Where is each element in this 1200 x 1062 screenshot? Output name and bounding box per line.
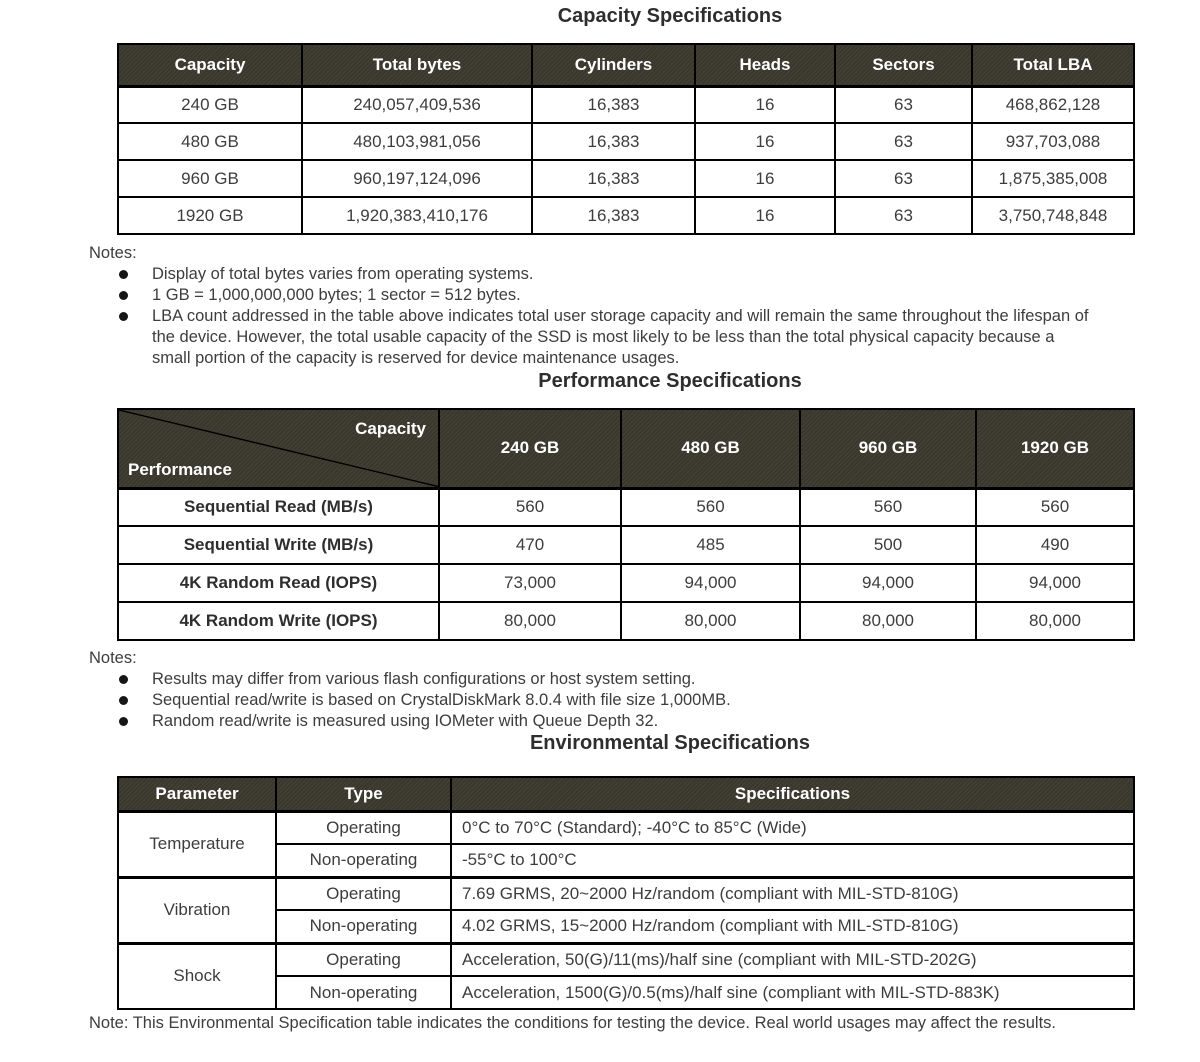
column-header-total-lba: Total LBA bbox=[972, 44, 1134, 86]
note-item bbox=[89, 711, 1109, 732]
type-cell: Non-operating bbox=[276, 910, 451, 943]
spec-cell: 0°C to 70°C (Standard); -40°C to 85°C (Wide) bbox=[451, 811, 1134, 844]
table-cell: 3,750,748,848 bbox=[972, 197, 1134, 234]
note-text: Results may differ from various flash configurations or host system setting. bbox=[152, 670, 696, 688]
bullet-icon bbox=[119, 711, 152, 732]
corner-label-capacity: Capacity bbox=[355, 419, 426, 438]
table-cell: 94,000 bbox=[800, 564, 976, 602]
table-cell: 1,875,385,008 bbox=[972, 160, 1134, 197]
table-cell: 80,000 bbox=[439, 602, 621, 640]
note-item bbox=[89, 669, 1109, 690]
table-row bbox=[118, 602, 1134, 640]
table-cell: 63 bbox=[835, 160, 972, 197]
table-cell: 73,000 bbox=[439, 564, 621, 602]
notes-label: Notes: bbox=[89, 649, 137, 667]
table-cell: 94,000 bbox=[976, 564, 1134, 602]
row-label: 4K Random Read (IOPS) bbox=[118, 564, 439, 602]
spec-cell: 7.69 GRMS, 20~2000 Hz/random (compliant with MIL-STD-810G) bbox=[451, 877, 1134, 910]
table-cell: 560 bbox=[976, 488, 1134, 526]
row-label: 4K Random Write (IOPS) bbox=[118, 602, 439, 640]
note-item bbox=[89, 690, 1109, 711]
table-cell: 16 bbox=[695, 197, 835, 234]
capacity-spec-table bbox=[117, 43, 1135, 235]
table-cell: 16 bbox=[695, 160, 835, 197]
table-cell: 16 bbox=[695, 86, 835, 123]
table-cell: 490 bbox=[976, 526, 1134, 564]
table-row bbox=[118, 488, 1134, 526]
table-cell: 1,920,383,410,176 bbox=[302, 197, 532, 234]
note-text: Display of total bytes varies from operating systems. bbox=[152, 265, 534, 283]
table-cell: 240 GB bbox=[118, 86, 302, 123]
row-label: Sequential Write (MB/s) bbox=[118, 526, 439, 564]
column-header-960gb: 960 GB bbox=[800, 409, 976, 488]
note-text: Random read/write is measured using IOMeter with Queue Depth 32. bbox=[152, 712, 659, 730]
performance-header-row bbox=[118, 409, 1134, 488]
table-row bbox=[118, 526, 1134, 564]
table-cell: 16,383 bbox=[532, 86, 695, 123]
parameter-cell: Vibration bbox=[118, 877, 276, 943]
note-item bbox=[89, 285, 1109, 306]
performance-notes bbox=[89, 648, 1109, 732]
table-row bbox=[118, 123, 1134, 160]
note-text: LBA count addressed in the table above indicates total user storage capacity and will remain the same throughout the lifespan of the device. However, the total usable capacity of the SSD is most likely to be less than the total physical capacity because a small portion of the capacity is reserved for device maintenance usages. bbox=[152, 307, 1089, 367]
table-row bbox=[118, 160, 1134, 197]
bullet-icon bbox=[119, 285, 152, 306]
table-cell: 1920 GB bbox=[118, 197, 302, 234]
row-label: Sequential Read (MB/s) bbox=[118, 488, 439, 526]
table-cell: 500 bbox=[800, 526, 976, 564]
table-cell: 560 bbox=[439, 488, 621, 526]
spec-cell: Acceleration, 1500(G)/0.5(ms)/half sine (compliant with MIL-STD-883K) bbox=[451, 976, 1134, 1009]
capacity-header-row bbox=[118, 44, 1134, 86]
performance-spec-table bbox=[117, 408, 1135, 641]
notes-label: Notes: bbox=[89, 244, 137, 262]
capacity-section-title: Capacity Specifications bbox=[557, 5, 783, 27]
type-cell: Non-operating bbox=[276, 844, 451, 877]
column-header-total-bytes: Total bytes bbox=[302, 44, 532, 86]
column-header-parameter: Parameter bbox=[118, 777, 276, 811]
environmental-section-title: Environmental Specifications bbox=[529, 732, 811, 754]
env-header-row bbox=[118, 777, 1134, 811]
table-row bbox=[118, 86, 1134, 123]
table-cell: 470 bbox=[439, 526, 621, 564]
table-cell: 63 bbox=[835, 86, 972, 123]
spec-cell: Acceleration, 50(G)/11(ms)/half sine (compliant with MIL-STD-202G) bbox=[451, 943, 1134, 976]
column-header-capacity: Capacity bbox=[118, 44, 302, 86]
table-row bbox=[118, 564, 1134, 602]
capacity-notes bbox=[89, 243, 1109, 369]
table-cell: 960 GB bbox=[118, 160, 302, 197]
type-cell: Non-operating bbox=[276, 976, 451, 1009]
table-cell: 480 GB bbox=[118, 123, 302, 160]
table-cell: 937,703,088 bbox=[972, 123, 1134, 160]
table-row bbox=[118, 943, 1134, 976]
spec-cell: 4.02 GRMS, 15~2000 Hz/random (compliant with MIL-STD-810G) bbox=[451, 910, 1134, 943]
table-cell: 960,197,124,096 bbox=[302, 160, 532, 197]
table-cell: 16,383 bbox=[532, 123, 695, 160]
corner-header-cell bbox=[118, 409, 439, 488]
column-header-sectors: Sectors bbox=[835, 44, 972, 86]
column-header-480gb: 480 GB bbox=[621, 409, 800, 488]
table-cell: 80,000 bbox=[976, 602, 1134, 640]
table-row bbox=[118, 811, 1134, 844]
bullet-icon bbox=[119, 306, 152, 369]
table-row bbox=[118, 877, 1134, 910]
table-cell: 16,383 bbox=[532, 160, 695, 197]
type-cell: Operating bbox=[276, 811, 451, 844]
column-header-type: Type bbox=[276, 777, 451, 811]
table-cell: 63 bbox=[835, 123, 972, 160]
corner-label-performance: Performance bbox=[128, 459, 232, 479]
spec-cell: -55°C to 100°C bbox=[451, 844, 1134, 877]
table-cell: 80,000 bbox=[800, 602, 976, 640]
column-header-240gb: 240 GB bbox=[439, 409, 621, 488]
bullet-icon bbox=[119, 264, 152, 285]
table-cell: 80,000 bbox=[621, 602, 800, 640]
table-row bbox=[118, 197, 1134, 234]
bullet-icon bbox=[119, 669, 152, 690]
table-cell: 16 bbox=[695, 123, 835, 160]
bullet-icon bbox=[119, 690, 152, 711]
table-cell: 468,862,128 bbox=[972, 86, 1134, 123]
parameter-cell: Temperature bbox=[118, 811, 276, 877]
table-cell: 560 bbox=[800, 488, 976, 526]
column-header-specifications: Specifications bbox=[451, 777, 1134, 811]
table-cell: 63 bbox=[835, 197, 972, 234]
note-text: Sequential read/write is based on CrystalDiskMark 8.0.4 with file size 1,000MB. bbox=[152, 691, 731, 709]
note-item bbox=[89, 306, 1109, 369]
table-cell: 480,103,981,056 bbox=[302, 123, 532, 160]
note-item bbox=[89, 264, 1109, 285]
table-cell: 560 bbox=[621, 488, 800, 526]
table-cell: 94,000 bbox=[621, 564, 800, 602]
column-header-1920gb: 1920 GB bbox=[976, 409, 1134, 488]
note-text: 1 GB = 1,000,000,000 bytes; 1 sector = 512 bytes. bbox=[152, 286, 521, 304]
type-cell: Operating bbox=[276, 877, 451, 910]
type-cell: Operating bbox=[276, 943, 451, 976]
table-cell: 485 bbox=[621, 526, 800, 564]
table-cell: 240,057,409,536 bbox=[302, 86, 532, 123]
env-spec-table bbox=[117, 776, 1135, 1010]
performance-section-title: Performance Specifications bbox=[538, 370, 802, 392]
table-cell: 16,383 bbox=[532, 197, 695, 234]
column-header-heads: Heads bbox=[695, 44, 835, 86]
env-note: Note: This Environmental Specification table indicates the conditions for testing the device. Real world usages may affect the results. bbox=[89, 1014, 1056, 1032]
column-header-cylinders: Cylinders bbox=[532, 44, 695, 86]
parameter-cell: Shock bbox=[118, 943, 276, 1009]
